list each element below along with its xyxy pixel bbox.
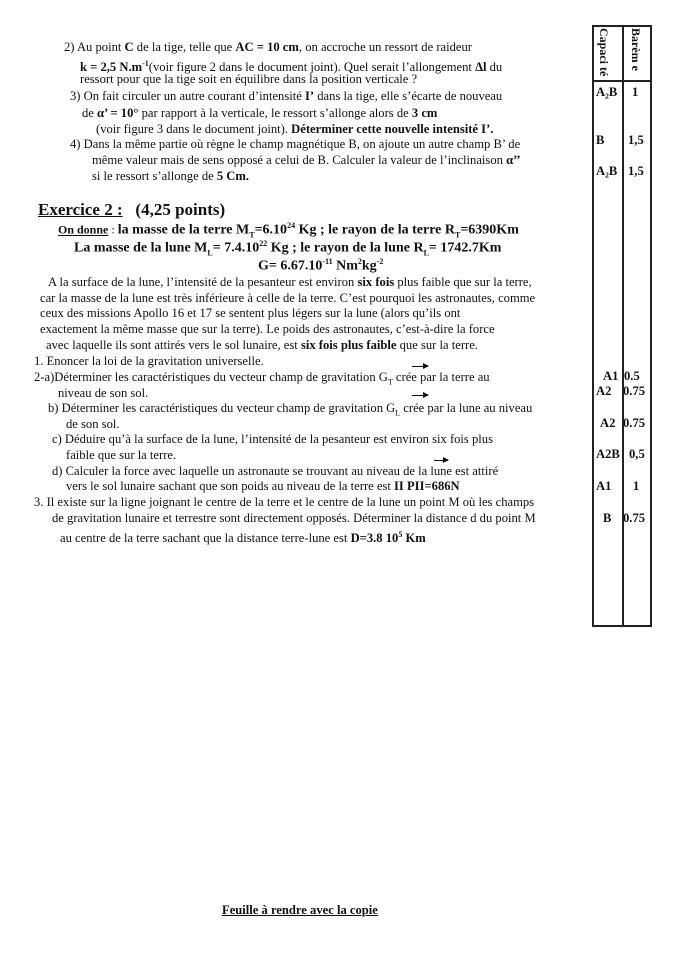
ex2-question-1: 1. Enoncer la loi de la gravitation universelle.	[34, 354, 264, 368]
ex2-question-3-line2: de gravitation lunaire et terrestre sont directement opposés. Déterminer la distance d du point M	[52, 511, 536, 525]
ex2-question-3-line1: 3. Il existe sur la ligne joignant le centre de la terre et le centre de la lune un point M où les champs	[34, 495, 535, 509]
ex1-q3-line1: 3) On fait circuler un autre courant d’intensité I’ dans la tige, elle s’écarte de nouveau	[70, 89, 503, 103]
table-left-border	[592, 25, 594, 625]
pts-row-2: 1,5	[628, 133, 644, 147]
pts-row-7: 0,5	[629, 447, 645, 461]
cap-row-3: A₂B	[596, 164, 618, 178]
ex1-q2-line1: 2) Au point C de la tige, telle que AC = 10 cm, on accroche un ressort de raideur	[64, 40, 472, 54]
pts-row-1: 1	[632, 85, 639, 99]
ex2-question-2b-line2: de son sol.	[66, 417, 120, 431]
table-bottom-border	[592, 625, 652, 627]
ex2-question-2c-line1: c) Déduire qu’à la surface de la lune, l’intensité de la pesanteur est environ six fois plus	[52, 432, 493, 446]
ex1-q4-line2: même valeur mais de sens opposé a celui de B. Calculer la valeur de l’inclinaison α’’	[92, 153, 521, 167]
cap-row-1: A₂B	[596, 85, 618, 99]
table-header-divider	[592, 80, 652, 82]
ex2-paragraph-line5: avec laquelle ils sont attirés vers le sol lunaire, est six fois plus faible que sur la terre.	[46, 338, 478, 352]
header-capacite: Capaci té	[597, 28, 611, 77]
cap-row-8: A1	[596, 479, 612, 493]
pts-row-4: 0.5	[624, 369, 640, 383]
cap-row-9: B	[603, 511, 612, 525]
cap-row-5: A2	[596, 384, 612, 398]
ex2-paragraph-line2: car la masse de la lune est très inférieure à celle de la terre. C’est pourquoi les astronautes, comme	[40, 291, 536, 305]
ex2-paragraph-line1: A la surface de la lune, l’intensité de la pesanteur est environ six fois plus faible que sur la terre,	[48, 275, 532, 289]
ex2-question-2d-line1: d) Calculer la force avec laquelle un astronaute se trouvant au niveau de la lune est attiré	[52, 464, 499, 478]
ex2-question-2b-line1: b) Déterminer les caractéristiques du vecteur champ de gravitation $G_L$ crée par la lune au niveau	[48, 401, 533, 418]
ex2-paragraph-line3: ceux des missions Apollo 16 et 17 se sentent plus légers sur la lune (alors qu’ils ont	[40, 306, 461, 320]
table-right-border	[650, 25, 652, 625]
ex2-data-line2: La masse de la lune $M_L= 7.4.10^{22}$ Kg ; le rayon de la lune $R_L= 1742.7Km$	[74, 239, 502, 258]
ex2-question-2c-line2: faible que sur la terre.	[66, 448, 177, 462]
ex2-data-line3: $G= 6.67.10^{-11}$ $Nm^2kg^{-2}$	[258, 257, 384, 274]
ex1-q2-line2: k = 2,5 $N.m^{-1}(voir$ figure 2 dans le document joint). Quel serait l’allongement Δl du	[80, 59, 503, 75]
pts-row-9: 0.75	[623, 511, 646, 525]
vector-arrow-gt	[412, 366, 428, 367]
pts-row-8: 1	[633, 479, 640, 493]
footer-note: Feuille à rendre avec la copie	[222, 903, 378, 917]
cap-row-6: A2	[600, 416, 616, 430]
vector-arrow-gl	[412, 395, 428, 396]
pts-row-5: 0.75	[623, 384, 646, 398]
vector-arrow-p	[434, 460, 448, 461]
cap-row-2: B	[596, 133, 605, 147]
ex1-q2-line3: ressort pour que la tige soit en équilibre dans la position verticale ?	[80, 72, 418, 86]
ex2-title: Exercice 2 : (4,25 points)	[38, 200, 226, 219]
ex1-q3-line3: (voir figure 3 dans le document joint). Déterminer cette nouvelle intensité I’.	[96, 122, 494, 136]
ex2-question-2a-line1: 2-a)Déterminer les caractéristiques du vecteur champ de gravitation $G_T$ crée par la terre au	[34, 370, 490, 387]
header-bareme: Barèm e	[629, 28, 643, 71]
ex2-data-line1: On donne : la masse de la terre $M_T=6.10^{24}$ Kg ; le rayon de la terre $R_T=6390Km$	[58, 221, 519, 240]
ex2-question-3-line3: au centre de la terre sachant que la distance terre-lune est D=3.8 $10^5$ Km	[60, 530, 426, 546]
pts-row-3: 1,5	[628, 164, 644, 178]
ex2-paragraph-line4: exactement la même masse que sur la terre). Le poids des astronautes, c’est-à-dire la force	[40, 322, 495, 336]
table-middle-border	[622, 25, 624, 625]
cap-row-4: A1	[603, 369, 619, 383]
ex1-q4-line1: 4) Dans la même partie où règne le champ magnétique B, on ajoute un autre champ B’ de	[70, 137, 521, 151]
cap-row-7: A2B	[596, 447, 620, 461]
ex2-question-2a-line2: niveau de son sol.	[58, 386, 149, 400]
ex2-question-2d-line2: vers le sol lunaire sachant que son poids au niveau de la terre est II PII=686N	[66, 479, 460, 493]
ex1-q4-line3: si le ressort s’allonge de 5 Cm.	[92, 169, 250, 183]
pts-row-6: 0.75	[623, 416, 646, 430]
ex1-q3-line2: de α’ = 10° par rapport à la verticale, le ressort s’allonge alors de 3 cm	[82, 106, 438, 120]
table-top-border	[592, 25, 652, 27]
